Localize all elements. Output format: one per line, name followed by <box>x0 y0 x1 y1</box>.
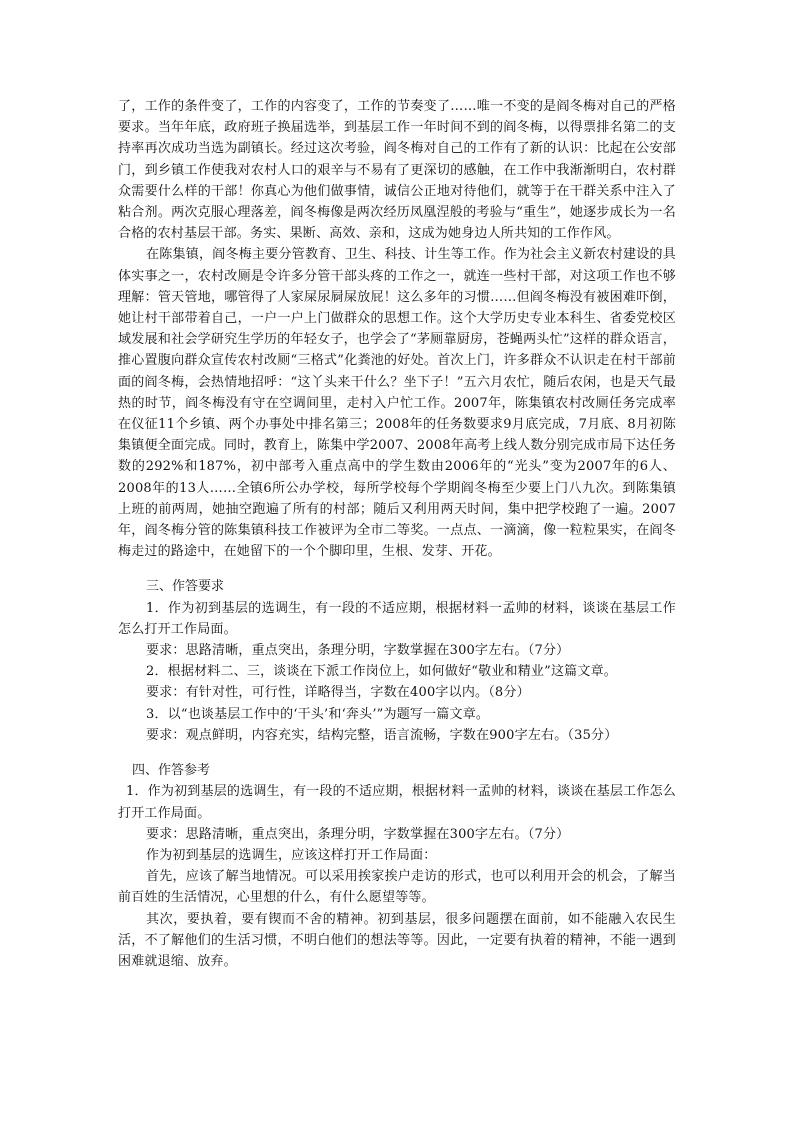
question-3-requirement: 要求：观点鲜明，内容充实，结构完整，语言流畅，字数在900字左右。（35分） <box>146 727 618 743</box>
question-1-requirement: 要求：思路清晰，重点突出，条理分明，字数掌握在300字左右。（7分） <box>146 643 570 659</box>
body-paragraph-2: 在陈集镇，阎冬梅主要分管教育、卫生、科技、计生等工作。作为社会主义新农村建设的具体实事之一，农村改厕是令许多分管干部头疼的工作之一，就连一些村干部，对这项工作也不够理解：管天管地，哪管得了人家屎尿屙屎放屁！这么多年的习惯……但阎冬梅没有被困难吓倒，她让村干部带着自己，一户一户上门做群众的思想工作。这个大学历史专业本科生、省委党校区域发展和社会学研究生学历的年轻女子，也学会了“茅厕靠厨房，苍蝇两头忙”这样的群众语言，推心置腹向群众宣传农村改厕“三格式”化粪池的好处。首次上门，许多群众不认识走在村干部前面的阎冬梅，会热情地招呼：“这丫头来干什么？坐下子！”五六月农忙，随后农闲，也是天气最热的时节，阎冬梅没有守在空调间里，走村入户忙工作。2007年，陈集镇农村改厕任务完成率在仪征11个乡镇、两个办事处中排名第三；2008年的任务数要求9月底完成，7月底、8月初陈集镇便全面完成。同时，教育上，陈集中学2007、2008年高考上线人数分别完成市局下达任务数的292%和187%，初中部考入重点高中的学生数由2006年的“光头”变为2007年的6人、2008年的13人……全镇6所公办学校，每所学校每个学期阎冬梅至少要上门八九次。到陈集镇上班的前两周，她抽空跑遍了所有的村部；随后又利用两天时间，集中把学校跑了一遍。2007年，阎冬梅分管的陈集镇科技工作被评为全市二等奖。一点点、一滴滴，像一粒粒果实，在阎冬梅走过的路途中，在她留下的一个个脚印里，生根、发芽、开花。 <box>118 247 676 560</box>
question-2-requirement: 要求：有针对性，可行性，详略得当，字数在400字以内。（8分） <box>146 685 530 701</box>
spacer <box>118 562 676 576</box>
spacer <box>118 746 676 760</box>
reference-point-first: 首先，应该了解当地情况。可以采用挨家挨户走访的形式，也可以利用开会的机会，了解当前百姓的生活情况，心里想的什么，有什么愿望等等。 <box>118 869 676 906</box>
body-paragraph-1: 了，工作的条件变了，工作的内容变了，工作的节奏变了……唯一不变的是阎冬梅对自己的严格要求。当年年底，政府班子换届选举，到基层工作一年时间不到的阎冬梅，以得票排名第二的支持率再次成功当选为副镇长。经过这次考验，阎冬梅对自己的工作有了新的认识：比起在公安部门，到乡镇工作使我对农村人口的艰辛与不易有了更深切的感触，在工作中我渐渐明白，农村群众需要什么样的干部！你真心为他们做事情，诚信公正地对待他们，就等于在干群关系中注入了粘合剂。两次克服心理落差，阎冬梅像是两次经历凤凰涅般的考验与“重生”，她逐步成长为一名合格的农村基层干部。务实、果断、高效、亲和，这成为她身边人所共知的工作作风。 <box>118 99 676 242</box>
question-1: 1．作为初到基层的选调生，有一段的不适应期，根据材料一孟帅的材料，谈谈在基层工作怎么打开工作局面。 <box>118 600 676 637</box>
reference-point-second: 其次，要执着，要有锲而不舍的精神。初到基层，很多问题摆在面前，如不能融入农民生活，不了解他们的生活习惯，不明白他们的想法等等。因此，一定要有执着的精神，不能一遇到困难就退缩、放弃。 <box>118 911 676 969</box>
question-3: 3．以“也谈基层工作中的‘干头’和‘奔头’”为题写一篇文章。 <box>146 706 490 722</box>
reference-question-1: 1．作为初到基层的选调生，有一段的不适应期，根据材料一孟帅的材料，谈谈在基层工作怎么打开工作局面。 <box>118 784 676 821</box>
document-page <box>118 96 676 972</box>
reference-intro: 作为初到基层的选调生，应该这样打开工作局面： <box>146 847 437 863</box>
reference-question-1-requirement: 要求：思路清晰，重点突出，条理分明，字数掌握在300字左右。（7分） <box>146 826 570 842</box>
section-heading-reference: 四、作答参考 <box>132 763 211 779</box>
section-heading-requirements: 三、作答要求 <box>146 579 225 595</box>
question-2: 2．根据材料二、三，谈谈在下派工作岗位上，如何做好“敬业和精业”这篇文章。 <box>146 664 617 680</box>
